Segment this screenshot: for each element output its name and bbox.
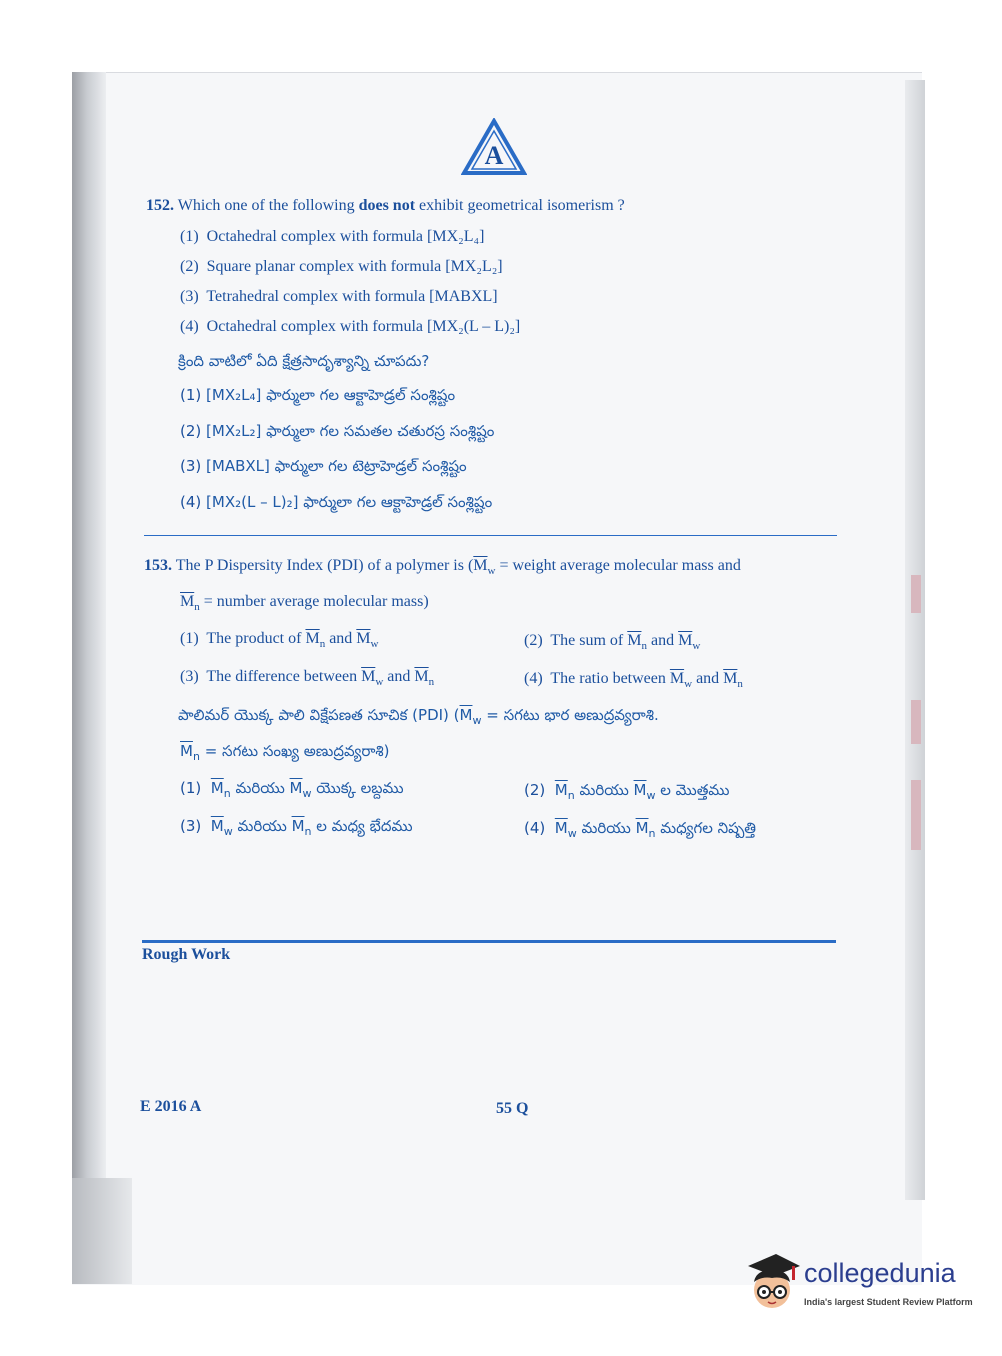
question-153-telugu-stem-line1: పాలిమర్ యొక్క పాలి విక్షేపణత సూచిక (PDI) ($\overline{M}_w$ = సగటు భార అణుద్రవ్యరాశి. (178, 706, 659, 727)
option-152-3 (180, 288, 498, 306)
option-formula: [MX₂L₂] (445, 258, 503, 275)
option-153-4: (4) The ratio between $\overline{M}_w$ and $\overline{M}_n$ (524, 670, 743, 691)
collegedunia-mascot-icon (742, 1248, 804, 1314)
option-number: (2) (180, 258, 199, 275)
rough-work-divider (142, 940, 836, 943)
option-152-1-telugu: (1) [MX₂L₄] ఫార్ములా గల ఆక్టాహెడ్రల్ సంశ్లిష్టం (180, 386, 456, 404)
booklet-series-triangle-icon (461, 118, 527, 176)
question-number: 152. (146, 197, 174, 214)
option-formula: [MABXL] (429, 288, 498, 305)
option-153-3-telugu: (3) $\overline{M}_w$ మరియు $\overline{M}_n$ ల మధ్య భేదము (180, 817, 413, 838)
option-formula: [MX₂(L – L)₂] (427, 318, 521, 335)
option-153-2: (2) The sum of $\overline{M}_n$ and $\overline{M}_w$ (524, 632, 701, 653)
option-152-2-telugu: (2) [MX₂L₂] ఫార్ములా గల సమతల చతురస్ర సంశ్లిష్టం (180, 422, 495, 440)
option-153-1: (1) The product of $\overline{M}_n$ and $\overline{M}_w$ (180, 630, 379, 651)
stem-text: exhibit geometrical isomerism ? (415, 197, 625, 214)
question-divider (144, 535, 837, 536)
question-number: 153. (144, 557, 172, 574)
booklet-code: E 2016 A (140, 1098, 202, 1115)
option-152-2 (180, 258, 503, 276)
question-153-telugu-stem-line2: $\overline{M}_n$ = సగటు సంఖ్య అణుద్రవ్యరాశి) (180, 742, 390, 763)
option-text: Octahedral complex with formula (206, 228, 424, 245)
option-number: (3) (180, 288, 199, 305)
option-152-4 (180, 318, 520, 336)
stem-emphasis: does not (358, 197, 416, 214)
collegedunia-tagline: India's largest Student Review Platform (804, 1297, 973, 1307)
option-153-4-telugu: (4) $\overline{M}_w$ మరియు $\overline{M}_n$ మధ్యగల నిష్పత్తి (524, 819, 757, 840)
option-152-4-telugu: (4) [MX₂(L – L)₂] ఫార్ములా గల ఆక్టాహెడ్రల్ సంశ్లిష్టం (180, 493, 493, 511)
option-text: Square planar complex with formula (206, 258, 442, 275)
option-text: Octahedral complex with formula (206, 318, 424, 335)
option-152-3-telugu: (3) [MABXL] ఫార్ములా గల టెట్రాహెడ్రల్ సంశ్లిష్టం (180, 457, 467, 475)
question-153-stem-line2: $\overline{M}_n$ = number average molecular mass) (180, 593, 429, 614)
option-153-3: (3) The difference between $\overline{M}_w$ and $\overline{M}_n$ (180, 668, 435, 689)
option-153-1-telugu: (1) $\overline{M}_n$ మరియు $\overline{M}_w$ యొక్క లబ్దము (180, 779, 404, 800)
option-formula: [MX₂L₄] (427, 228, 485, 245)
question-153-stem-line1: 153. The P Dispersity Index (PDI) of a polymer is ($\overline{M}_w$ = weight average molecular mass and (144, 557, 741, 578)
page-number: 55 Q (496, 1100, 529, 1117)
option-number: (4) (180, 318, 199, 335)
rough-work-label: Rough Work (142, 946, 231, 963)
collegedunia-brand: collegedunia (804, 1258, 956, 1288)
option-number: (1) (180, 228, 199, 245)
stem-text: Which one of the following (177, 197, 359, 214)
option-text: Tetrahedral complex with formula (206, 288, 426, 305)
booklet-series-letter: A (484, 141, 504, 170)
question-152-telugu-stem: క్రింది వాటిలో ఏది క్షేత్రసాదృశ్యాన్ని చూపదు? (178, 352, 430, 370)
option-153-2-telugu: (2) $\overline{M}_n$ మరియు $\overline{M}_w$ ల మొత్తము (524, 781, 730, 802)
option-152-1 (180, 228, 484, 246)
question-152-stem (146, 197, 625, 215)
